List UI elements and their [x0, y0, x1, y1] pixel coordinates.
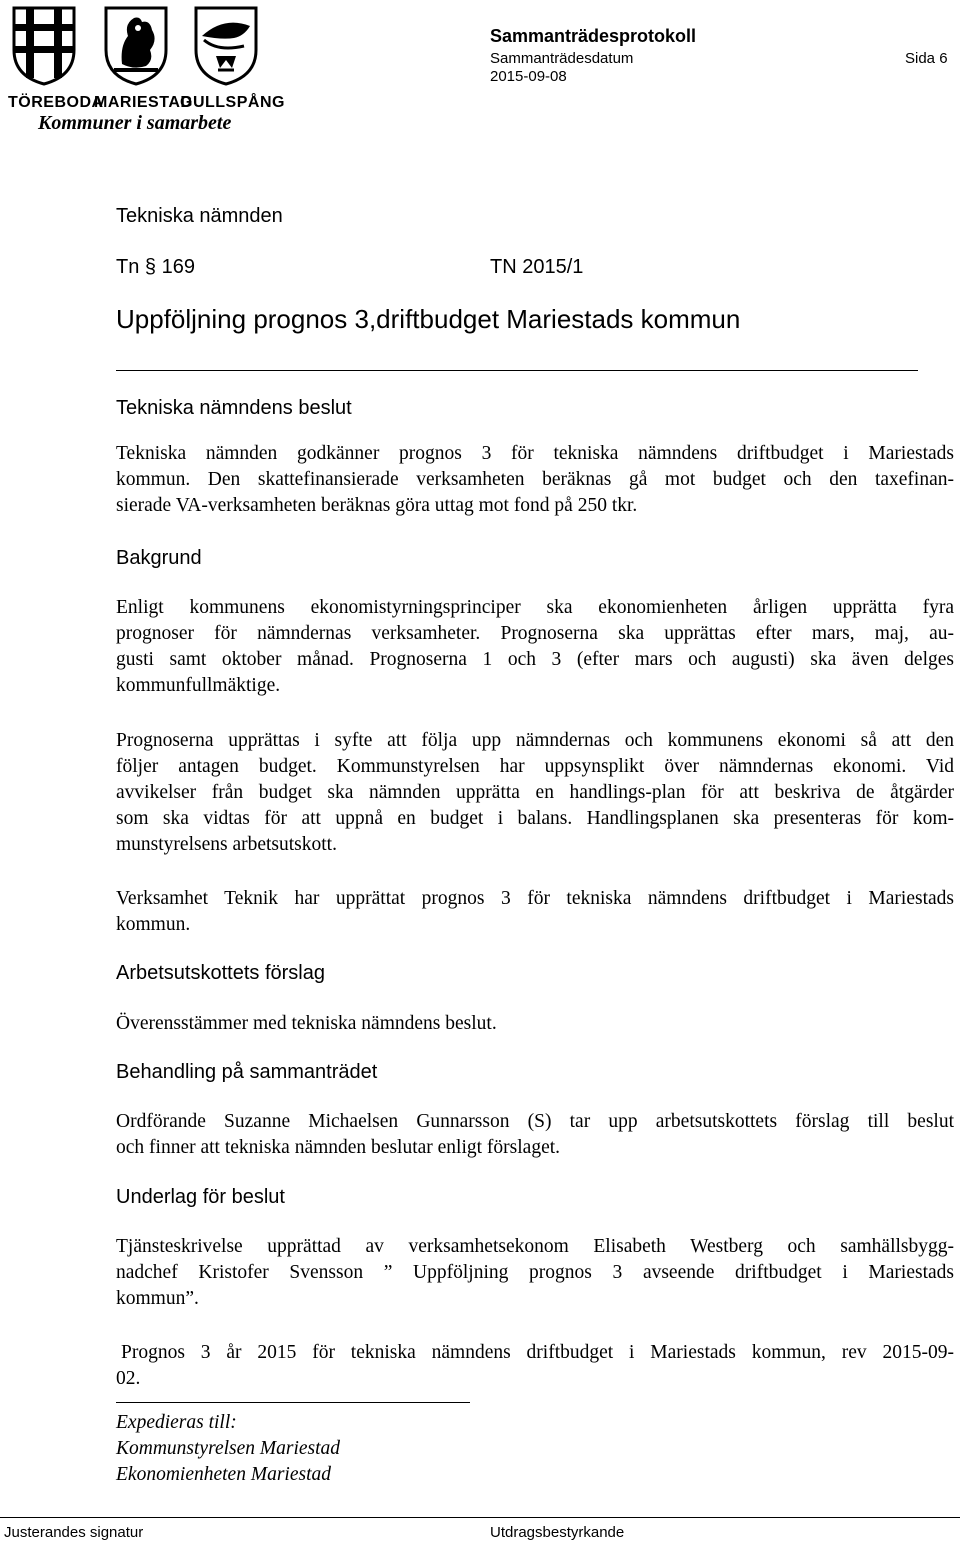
mariestad-coat-of-arms-icon — [104, 6, 168, 86]
signature-label: Justerandes signatur — [4, 1524, 144, 1541]
paragraph-line: nadchef Kristofer Svensson ” Uppföljning prognos 3 avseende driftbudget i Mariestads — [116, 1262, 954, 1283]
committee-name: Tekniska nämnden — [116, 205, 283, 227]
meeting-date: 2015-09-08 — [490, 68, 567, 85]
basis-attachment — [116, 1340, 954, 1392]
mariestad-label: MARIESTAD — [94, 94, 193, 111]
paragraph-line: kommun. — [116, 914, 191, 935]
treatment-heading: Behandling på sammanträdet — [116, 1061, 378, 1083]
gullspang-label: GULLSPÅNG — [180, 94, 285, 111]
diary-number: TN 2015/1 — [490, 256, 584, 278]
background-paragraph-2 — [116, 728, 954, 858]
paragraph-line: avvikelser från budget ska nämnden upprätta en handlings-plan för att beskriva de åtgärder — [116, 782, 954, 803]
paragraph-line: gusti samt oktober månad. Prognoserna 1 och 3 (efter mars och augusti) ska även delges — [116, 649, 954, 670]
paragraph-line: och finner att tekniska nämnden beslutar enligt förslaget. — [116, 1137, 561, 1158]
toreboda-coat-of-arms-icon — [12, 6, 76, 86]
paragraph-line: prognoser för nämndernas verksamheter. Prognoserna ska upprättas efter mars, maj, au- — [116, 623, 954, 644]
proposal-heading: Arbetsutskottets förslag — [116, 962, 325, 984]
decision-line: sierade VA-verksamheten beräknas göra uttag mot fond på 250 tkr. — [116, 495, 638, 516]
certified-label: Utdragsbestyrkande — [490, 1524, 625, 1541]
title-divider — [116, 370, 918, 371]
protocol-title: Sammanträdesprotokoll — [490, 26, 697, 46]
paragraph-line: kommun”. — [116, 1288, 199, 1309]
background-heading: Bakgrund — [116, 547, 202, 569]
case-line: Tn § 169 — [116, 256, 195, 278]
basis-text — [116, 1234, 954, 1312]
dispatch-recipient: Ekonomienheten Mariestad — [116, 1464, 331, 1485]
paragraph-line: Verksamhet Teknik har upprättat prognos 3 för tekniska nämndens driftbudget i Mariestads — [116, 888, 954, 909]
gullspang-coat-of-arms-icon — [194, 6, 258, 86]
case-number-prefix: Tn — [116, 256, 145, 278]
municipality-logo — [8, 2, 285, 134]
decision-line: Tekniska nämnden godkänner prognos 3 för tekniska nämndens driftbudget i Mariestads — [116, 443, 954, 464]
footer-divider — [0, 1517, 960, 1518]
page-number: Sida 6 — [905, 50, 948, 67]
paragraph-line: kommunfullmäktige. — [116, 675, 281, 696]
paragraph-line: Prognos 3 år 2015 för tekniska nämndens driftbudget i Mariestads kommun, rev 2015-09- — [121, 1342, 954, 1363]
decision-text — [116, 441, 954, 519]
paragraph-line: munstyrelsens arbetsutskott. — [116, 834, 337, 855]
paragraph-line: följer antagen budget. Kommunstyrelsen har uppsynsplikt över nämndernas ekonomi. Vid — [116, 756, 954, 777]
background-paragraph-1 — [116, 595, 954, 699]
paragraph-symbol-icon: § — [144, 256, 157, 278]
proposal-text: Överensstämmer med tekniska nämndens beslut. — [116, 1013, 497, 1034]
paragraph-line: Ordförande Suzanne Michaelsen Gunnarsson (S) tar upp arbetsutskottets förslag till beslut — [116, 1111, 954, 1132]
dispatch-label: Expedieras till: — [116, 1412, 237, 1433]
paragraph-line: Enligt kommunens ekonomistyrningsprinciper ska ekonomienheten årligen upprätta fyra — [116, 597, 954, 618]
paragraph-line: Prognoserna upprättas i syfte att följa upp nämndernas och kommunens ekonomi så att den — [116, 730, 954, 751]
paragraph-line: 02. — [116, 1368, 141, 1389]
logo-tagline: Kommuner i samarbete — [38, 112, 232, 134]
dispatch-divider — [116, 1402, 470, 1403]
paragraph-line: Tjänsteskrivelse upprättad av verksamhetsekonom Elisabeth Westberg och samhällsbygg- — [116, 1236, 954, 1257]
case-title: Uppföljning prognos 3,driftbudget Mariestads kommun — [116, 304, 741, 334]
treatment-text — [116, 1109, 954, 1161]
background-paragraph-3 — [116, 886, 954, 938]
decision-heading: Tekniska nämndens beslut — [116, 397, 352, 419]
paragraph-line: som ska vidtas för att uppnå en budget i balans. Handlingsplanen ska presenteras för kom- — [116, 808, 954, 829]
basis-heading: Underlag för beslut — [116, 1186, 285, 1208]
decision-line: kommun. Den skattefinansierade verksamheten beräknas gå mot budget och den taxefinan- — [116, 469, 954, 490]
meeting-date-label: Sammanträdesdatum — [490, 50, 634, 67]
dispatch-recipient: Kommunstyrelsen Mariestad — [116, 1438, 341, 1459]
toreboda-label: TÖREBODA — [8, 94, 104, 111]
